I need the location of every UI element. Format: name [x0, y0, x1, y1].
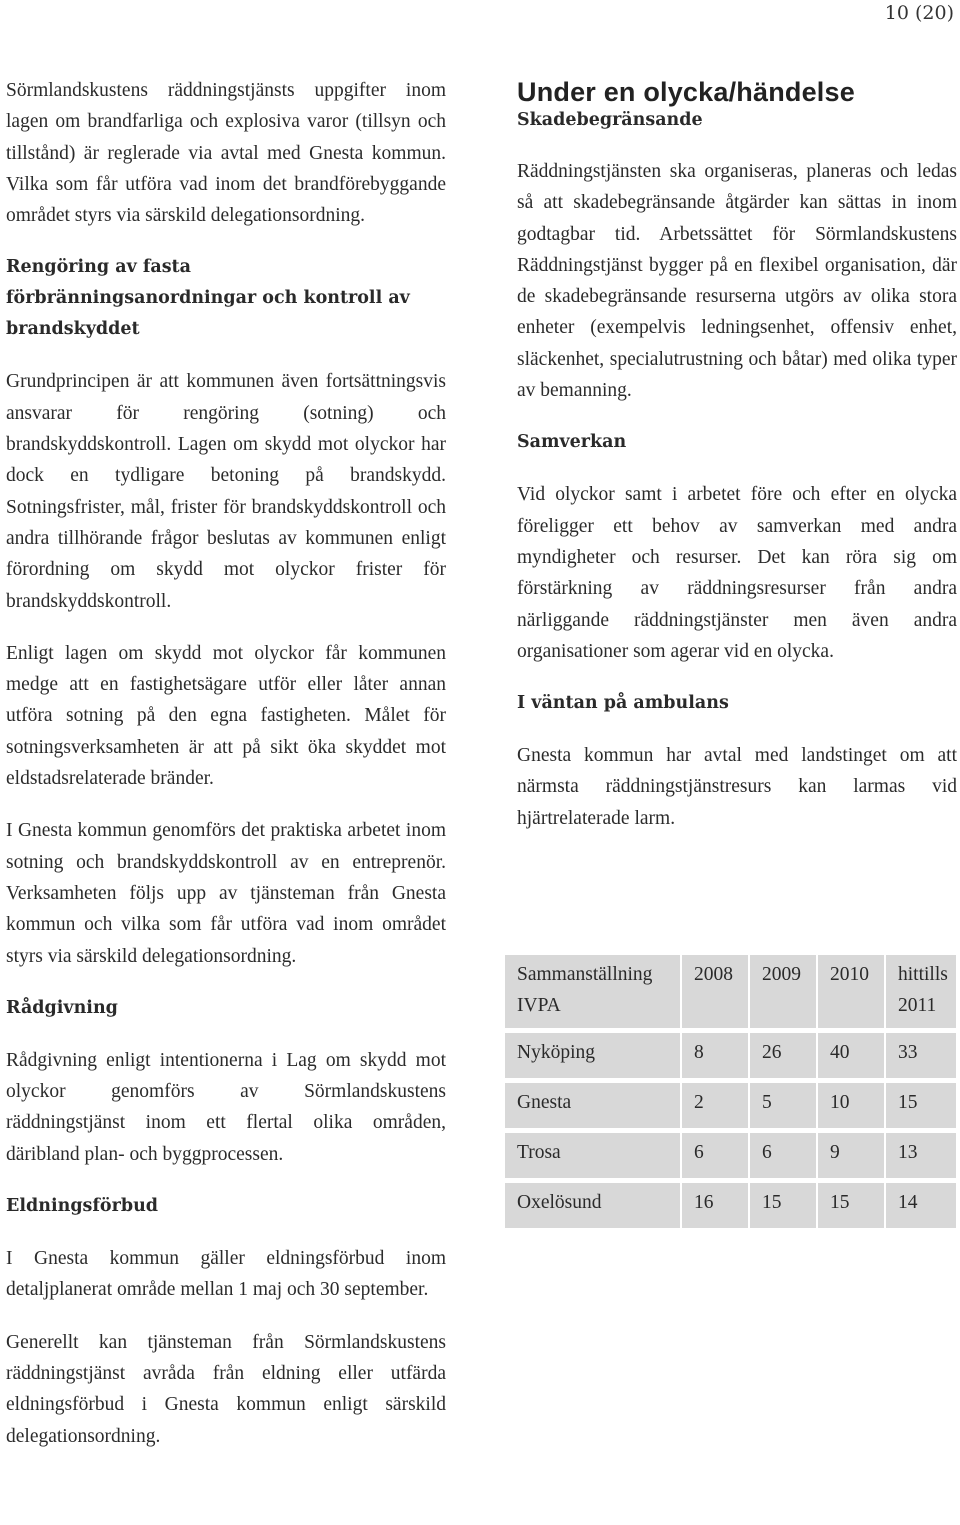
heading-radgivning: Rådgivning [6, 997, 118, 1018]
table-cell: 26 [749, 1031, 817, 1081]
table-cell: 10 [817, 1081, 885, 1131]
table-cell: 15 [749, 1181, 817, 1229]
paragraph-ambulans: Gnesta kommun har avtal med landstinget om att närmsta räddningstjänstresurs kan larmas vid hjärtrelaterade larm. [517, 745, 957, 829]
table-cell: 9 [817, 1131, 885, 1181]
paragraph-samverkan: Vid olyckor samt i arbetet före och efter en olycka föreligger ett behov av samverkan med andra myndigheter och resurser. Det kan röra sig om förstärkning av räddningsresurser från andra närliggande räddningstjänster men även andra organisationer som agerar vid en olycka. [517, 484, 957, 662]
table-row [505, 1131, 956, 1181]
table-cell: Trosa [505, 1131, 681, 1181]
table-cell: 16 [681, 1181, 749, 1229]
table-cell: 6 [681, 1131, 749, 1181]
table-cell: Nyköping [505, 1031, 681, 1081]
heading-rengoring: Rengöring av fasta förbränningsanordningar och kontroll av brandskyddet [6, 257, 410, 340]
table-row [505, 1081, 956, 1131]
table-cell: 5 [749, 1081, 817, 1131]
table-cell: Oxelösund [505, 1181, 681, 1229]
table-header-cell: hittills 2011 [885, 955, 956, 1031]
table-header-cell: 2009 [749, 955, 817, 1031]
table-cell: 6 [749, 1131, 817, 1181]
paragraph-grundprincipen: Grundprincipen är att kommunen även fortsättningsvis ansvarar för rengöring (sotning) och brandskyddskontroll. Lagen om skydd mot olyckor har dock en tydligare betoning på brandskydd. Sotningsfrister, mål, frister för brandskyddskontroll och andra tillhörande frågor beslutas av kommunen enligt förordning om skydd mot olyckor frister för brandskyddskontroll. [6, 371, 446, 612]
table-row [505, 1181, 956, 1229]
table-header-cell: 2010 [817, 955, 885, 1031]
paragraph-eldningsforbud: I Gnesta kommun gäller eldningsförbud inom detaljplanerat område mellan 1 maj och 30 september. [6, 1248, 446, 1301]
table-cell: 15 [817, 1181, 885, 1229]
heading-eldningsforbud: Eldningsförbud [6, 1196, 159, 1217]
table-cell: 13 [885, 1131, 956, 1181]
paragraph-entreprenor: I Gnesta kommun genomförs det praktiska arbetet inom sotning och brandskyddskontroll av en entreprenör. Verksamheten följs upp av tjänsteman från Gnesta kommun och vilka som får utföra vad inom området styrs via särskild delegationsordning. [6, 820, 446, 967]
page-number: 10 (20) [884, 2, 954, 24]
table-cell: 40 [817, 1031, 885, 1081]
ivpa-table [505, 955, 956, 1228]
heading-skadebegransande: Skadebegränsande [517, 110, 703, 130]
paragraph-lbe-agreement: Sörmlandskustens räddningstjänsts uppgifter inom lagen om brandfarliga och explosiva varor (tillsyn och tillstånd) är reglerade via avtal med Gnesta kommun. Vilka som får utföra vad inom det brandförebyggande området styrs via särskild delegationsordning. [6, 80, 446, 227]
table-cell: 2 [681, 1081, 749, 1131]
section-title: Under en olycka/händelse [517, 77, 855, 107]
table-header-cell: Sammanställning IVPA [505, 955, 681, 1031]
heading-ambulans: I väntan på ambulans [517, 693, 729, 714]
table-cell: Gnesta [505, 1081, 681, 1131]
table-header-row [505, 955, 956, 1031]
table-cell: 8 [681, 1031, 749, 1081]
left-column [6, 75, 446, 1473]
paragraph-skadebegransande: Räddningstjänsten ska organiseras, planeras och ledas så att skadebegränsande åtgärder kan sättas in inom godtagbar tid. Arbetssättet för Sörmlandskustens Räddningstjänst bygger på en flexibel organisation, där de skadebegränsande resurserna utgörs av olika stora enheter (exempelvis ledningsenhet, offensiv enhet, släckenhet, specialutrustning och båtar) med olika typer av bemanning. [517, 161, 957, 402]
paragraph-fastighetsagare: Enligt lagen om skydd mot olyckor får kommunen medge att en fastighetsägare utför eller låter annan utföra sotning på den egna fastigheten. Målet för sotningsverksamheten är att på sikt öka skyddet mot eldstadsrelaterade bränder. [6, 642, 446, 790]
paragraph-avrada-eldning: Generellt kan tjänsteman från Sörmlandskustens räddningstjänst avråda från eldning eller utfärda eldningsförbud i Gnesta kommun enligt särskild delegationsordning. [6, 1331, 446, 1447]
table-row [505, 1031, 956, 1081]
table-cell: 33 [885, 1031, 956, 1081]
paragraph-radgivning: Rådgivning enligt intentionerna i Lag om skydd mot olyckor genomförs av Sörmlandskustens räddningstjänst inom ett flertal olika områden, däribland plan- och byggprocessen. [6, 1049, 446, 1165]
table-header-cell: 2008 [681, 955, 749, 1031]
heading-samverkan: Samverkan [517, 432, 627, 453]
table-cell: 14 [885, 1181, 956, 1229]
table-cell: 15 [885, 1081, 956, 1131]
right-column [517, 75, 957, 855]
